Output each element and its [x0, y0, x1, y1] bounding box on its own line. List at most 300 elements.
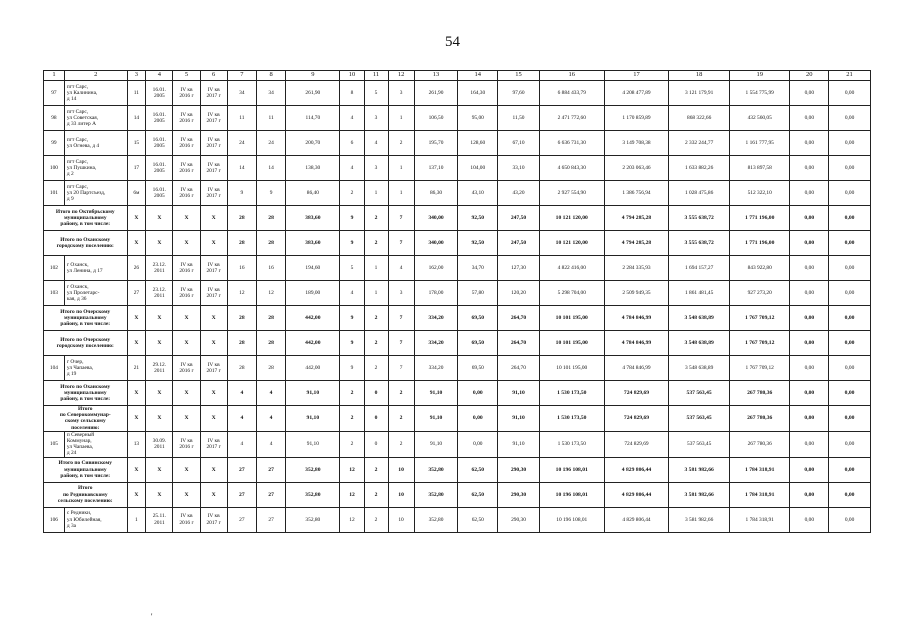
- table-cell: 62,50: [458, 507, 498, 532]
- table-cell: Итого по Очерскому муниципальному району, в том числе:: [44, 306, 128, 331]
- table-cell: 27: [256, 482, 285, 507]
- table-cell: 13: [127, 431, 146, 457]
- table-cell: 11: [256, 106, 285, 131]
- table-cell: 3 121 179,91: [669, 81, 730, 106]
- column-header: 10: [340, 71, 364, 81]
- table-cell: 33,10: [498, 156, 540, 181]
- table-cell: 4: [227, 406, 256, 432]
- table-cell: X: [146, 381, 173, 406]
- table-total-row: [44, 206, 871, 231]
- table-cell: X: [200, 457, 227, 482]
- table-cell: 0,00: [790, 381, 829, 406]
- table-cell: X: [200, 206, 227, 231]
- table-cell: 4 208 477,89: [604, 81, 669, 106]
- table-cell: X: [173, 306, 200, 331]
- table-cell: 62,50: [458, 482, 498, 507]
- table-cell: 0,00: [790, 206, 829, 231]
- table-cell: 432 560,05: [729, 106, 790, 131]
- table-cell: 0,00: [790, 106, 829, 131]
- table-cell: IV кв 2017 г: [200, 281, 227, 306]
- table-cell: 1 028 475,86: [669, 181, 730, 206]
- table-cell: Итого по Очерскому городскому поселению:: [44, 331, 128, 356]
- column-header: 3: [127, 71, 146, 81]
- table-cell: 0,00: [829, 206, 871, 231]
- table-cell: 27: [256, 457, 285, 482]
- table-cell: Итого по Редниковскому сельскому поселению:: [44, 482, 128, 507]
- table-cell: 724 829,69: [604, 431, 669, 457]
- table-total-row: [44, 457, 871, 482]
- table-cell: IV кв 2017 г: [200, 156, 227, 181]
- table-row: [44, 256, 871, 281]
- table-cell: 11: [127, 81, 146, 106]
- table-cell: 261,90: [414, 81, 458, 106]
- table-cell: 724 829,69: [604, 406, 669, 432]
- table-row: [44, 156, 871, 181]
- table-cell: 352,80: [286, 457, 340, 482]
- table-cell: 4: [227, 431, 256, 457]
- table-cell: 105: [44, 431, 65, 457]
- column-header: 6: [200, 71, 227, 81]
- table-cell: 0: [364, 406, 388, 432]
- table-cell: 4: [256, 406, 285, 432]
- table-cell: 138,30: [286, 156, 340, 181]
- table-cell: 29.12. 2011: [146, 356, 173, 381]
- table-total-row: [44, 331, 871, 356]
- table-cell: 0,00: [829, 406, 871, 432]
- table-cell: 16: [256, 256, 285, 281]
- table-cell: 4 822 416,00: [539, 256, 604, 281]
- table-cell: 724 829,69: [604, 381, 669, 406]
- table-cell: 383,60: [286, 206, 340, 231]
- table-cell: 114,70: [286, 106, 340, 131]
- table-cell: 7: [388, 306, 414, 331]
- table-cell: 91,10: [498, 381, 540, 406]
- table-cell: 267 780,36: [729, 406, 790, 432]
- table-cell: 69,50: [458, 356, 498, 381]
- column-header: 11: [364, 71, 388, 81]
- table-row: [44, 81, 871, 106]
- table-cell: 4: [256, 431, 285, 457]
- table-cell: 0,00: [790, 231, 829, 256]
- table-cell: 290,30: [498, 507, 540, 532]
- table-cell: 1 633 882,26: [669, 156, 730, 181]
- table-cell: 290,30: [498, 457, 540, 482]
- table-cell: 164,30: [458, 81, 498, 106]
- table-cell: 194,60: [286, 256, 340, 281]
- table-cell: 11,50: [498, 106, 540, 131]
- table-cell: 62,50: [458, 457, 498, 482]
- table-cell: X: [200, 306, 227, 331]
- table-cell: 10: [388, 482, 414, 507]
- table-cell: 28: [227, 356, 256, 381]
- table-cell: 0,00: [829, 231, 871, 256]
- table-cell: 264,70: [498, 306, 540, 331]
- column-header: 17: [604, 71, 669, 81]
- table-cell: г Очер, ул Чапаева, д 19: [64, 356, 127, 381]
- table-cell: 86,40: [286, 181, 340, 206]
- table-cell: 0,00: [829, 381, 871, 406]
- table-cell: 0,00: [829, 507, 871, 532]
- table-cell: 1 784 318,91: [729, 507, 790, 532]
- table-cell: IV кв 2017 г: [200, 256, 227, 281]
- table-row: [44, 131, 871, 156]
- table-cell: 0,00: [829, 106, 871, 131]
- table-cell: 2: [364, 356, 388, 381]
- table-cell: IV кв 2017 г: [200, 131, 227, 156]
- table-cell: 813 897,58: [729, 156, 790, 181]
- table-cell: 7: [388, 231, 414, 256]
- table-cell: 2 332 244,77: [669, 131, 730, 156]
- table-cell: 28: [256, 331, 285, 356]
- table-cell: X: [127, 331, 146, 356]
- table-cell: 9: [340, 206, 364, 231]
- column-header: 2: [64, 71, 127, 81]
- table-cell: 34,70: [458, 256, 498, 281]
- table-row: [44, 431, 871, 457]
- table-cell: X: [200, 482, 227, 507]
- table-cell: 14: [227, 156, 256, 181]
- table-cell: 9: [227, 181, 256, 206]
- table-cell: 2: [364, 507, 388, 532]
- table-cell: 27: [127, 281, 146, 306]
- table-row: [44, 356, 871, 381]
- table-cell: 24: [256, 131, 285, 156]
- table-cell: 1 170 859,89: [604, 106, 669, 131]
- table-cell: 34: [256, 81, 285, 106]
- table-cell: X: [200, 231, 227, 256]
- table-cell: 103: [44, 281, 65, 306]
- table-cell: 14: [256, 156, 285, 181]
- table-cell: 1 530 173,50: [539, 381, 604, 406]
- table-cell: Итого по Северокоммунар- скому сельскому поселению:: [44, 406, 128, 432]
- table-cell: 106: [44, 507, 65, 532]
- table-cell: 6м: [127, 181, 146, 206]
- table-cell: 4: [340, 156, 364, 181]
- column-header: 21: [829, 71, 871, 81]
- table-cell: 0,00: [458, 406, 498, 432]
- table-cell: 267 780,36: [729, 381, 790, 406]
- table-cell: 3: [388, 81, 414, 106]
- table-cell: 11: [227, 106, 256, 131]
- table-cell: 4: [340, 106, 364, 131]
- table-cell: 0,00: [790, 256, 829, 281]
- table-cell: 14: [127, 106, 146, 131]
- table-cell: X: [173, 206, 200, 231]
- table-cell: 2: [340, 406, 364, 432]
- table-cell: X: [146, 457, 173, 482]
- table-cell: 91,10: [414, 406, 458, 432]
- table-cell: 178,00: [414, 281, 458, 306]
- table-cell: пгт Сарс, ул Огнева, д 4: [64, 131, 127, 156]
- table-cell: пгт Сарс, ул Пушкина, д 2: [64, 156, 127, 181]
- table-cell: г Оханск, ул Ленина, д 17: [64, 256, 127, 281]
- table-cell: 5: [364, 81, 388, 106]
- table-cell: IV кв 2017 г: [200, 431, 227, 457]
- table-cell: 6 636 731,30: [539, 131, 604, 156]
- table-header-row: [44, 71, 871, 81]
- page-number: 54: [445, 34, 460, 50]
- table-cell: IV кв 2016 г: [173, 131, 200, 156]
- table-cell: п Северный Коммунар, ул Чапаева, д 24: [64, 431, 127, 457]
- table-cell: X: [127, 381, 146, 406]
- table-cell: 2: [388, 381, 414, 406]
- table-cell: 2: [340, 431, 364, 457]
- table-cell: X: [127, 206, 146, 231]
- table-cell: 4 829 806,44: [604, 482, 669, 507]
- table-cell: 0,00: [790, 181, 829, 206]
- table-cell: 3 581 982,66: [669, 457, 730, 482]
- table-cell: 43,20: [498, 181, 540, 206]
- table-cell: пгт Сарс, ул 20 Партсъезд, д 9: [64, 181, 127, 206]
- table-cell: 4 784 846,99: [604, 356, 669, 381]
- table-cell: Итого по Оханскому муниципальному району, в том числе:: [44, 381, 128, 406]
- table-cell: 1 554 775,99: [729, 81, 790, 106]
- table-cell: 1 386 756,94: [604, 181, 669, 206]
- table-total-row: [44, 381, 871, 406]
- table-cell: 69,50: [458, 331, 498, 356]
- table-cell: 10 101 195,00: [539, 331, 604, 356]
- table-cell: 352,80: [414, 457, 458, 482]
- table-cell: 25.11. 2011: [146, 507, 173, 532]
- table-cell: 1: [364, 256, 388, 281]
- table-cell: 1 530 173,50: [539, 431, 604, 457]
- table-cell: 98: [44, 106, 65, 131]
- table-cell: 104: [44, 356, 65, 381]
- table-cell: 67,10: [498, 131, 540, 156]
- table-cell: X: [146, 482, 173, 507]
- table-cell: 334,20: [414, 331, 458, 356]
- table-cell: X: [200, 331, 227, 356]
- table-cell: 127,30: [498, 256, 540, 281]
- table-cell: 16: [227, 256, 256, 281]
- table-cell: 0,00: [829, 181, 871, 206]
- table-cell: 2: [388, 406, 414, 432]
- table-cell: 28: [256, 231, 285, 256]
- table-cell: 12: [340, 507, 364, 532]
- table-cell: 2: [364, 482, 388, 507]
- table-cell: 1: [388, 181, 414, 206]
- table-cell: 16.01. 2005: [146, 81, 173, 106]
- table-cell: 9: [340, 306, 364, 331]
- table-cell: 106,50: [414, 106, 458, 131]
- table-cell: 27: [256, 507, 285, 532]
- table-cell: 28: [256, 306, 285, 331]
- table-cell: X: [173, 331, 200, 356]
- table-cell: 4 784 846,99: [604, 306, 669, 331]
- table-cell: 3 555 638,72: [669, 206, 730, 231]
- table-cell: 1: [364, 281, 388, 306]
- table-cell: X: [146, 206, 173, 231]
- table-cell: 0,00: [829, 431, 871, 457]
- table-cell: 3: [364, 106, 388, 131]
- table-cell: X: [146, 406, 173, 432]
- table-cell: г Оханск, ул Пролетарс- кая, д 36: [64, 281, 127, 306]
- table-cell: 27: [227, 507, 256, 532]
- table-cell: 100: [44, 156, 65, 181]
- table-cell: 261,90: [286, 81, 340, 106]
- table-cell: 27: [227, 482, 256, 507]
- column-header: 4: [146, 71, 173, 81]
- table-cell: 2 927 554,90: [539, 181, 604, 206]
- table-cell: 1 767 709,12: [729, 331, 790, 356]
- table-cell: 7: [388, 356, 414, 381]
- table-cell: 4 829 806,44: [604, 457, 669, 482]
- table-cell: 16.01. 2005: [146, 181, 173, 206]
- table-cell: 162,00: [414, 256, 458, 281]
- column-header: 20: [790, 71, 829, 81]
- table-cell: 264,70: [498, 356, 540, 381]
- table-row: [44, 106, 871, 131]
- table-cell: 7: [388, 331, 414, 356]
- table-cell: 2 284 335,93: [604, 256, 669, 281]
- table-cell: 2: [364, 206, 388, 231]
- table-cell: 0,00: [829, 331, 871, 356]
- table-total-row: [44, 306, 871, 331]
- table-cell: 352,80: [286, 507, 340, 532]
- table-cell: 16.01. 2005: [146, 106, 173, 131]
- table-row: [44, 281, 871, 306]
- table-cell: 1 771 196,00: [729, 206, 790, 231]
- table-cell: 95,00: [458, 106, 498, 131]
- table-cell: 1: [388, 106, 414, 131]
- table-cell: 0,00: [790, 507, 829, 532]
- table-cell: 12: [340, 482, 364, 507]
- table-cell: 267 780,36: [729, 431, 790, 457]
- table-cell: 91,10: [414, 431, 458, 457]
- column-header: 1: [44, 71, 65, 81]
- table-cell: 101: [44, 181, 65, 206]
- table-cell: 10 196 108,01: [539, 507, 604, 532]
- table-cell: 0,00: [790, 457, 829, 482]
- table-cell: 868 322,66: [669, 106, 730, 131]
- table-row: [44, 507, 871, 532]
- table-cell: 3: [364, 156, 388, 181]
- column-header: 12: [388, 71, 414, 81]
- table-cell: 0,00: [829, 356, 871, 381]
- table-cell: 91,10: [286, 381, 340, 406]
- table-cell: 10 101 195,00: [539, 356, 604, 381]
- table-cell: пгт Сарс, ул Калинина, д 14: [64, 81, 127, 106]
- table-cell: 2 471 772,60: [539, 106, 604, 131]
- table-cell: 512 322,10: [729, 181, 790, 206]
- table-cell: 0,00: [829, 306, 871, 331]
- table-cell: X: [200, 381, 227, 406]
- table-cell: 23.12. 2011: [146, 256, 173, 281]
- table-cell: 1 784 318,91: [729, 482, 790, 507]
- table-cell: 3 548 638,89: [669, 331, 730, 356]
- table-cell: 1 694 157,27: [669, 256, 730, 281]
- table-cell: 9: [340, 231, 364, 256]
- table-cell: Итого по Сивинскому муниципальному району, в том числе:: [44, 457, 128, 482]
- table-cell: 0,00: [829, 281, 871, 306]
- table-cell: 3 149 708,38: [604, 131, 669, 156]
- table-cell: 10 196 108,01: [539, 457, 604, 482]
- table-cell: 2 203 063,46: [604, 156, 669, 181]
- table-cell: 23.12. 2011: [146, 281, 173, 306]
- footer-mark: ': [151, 612, 153, 621]
- table-cell: 0,00: [829, 131, 871, 156]
- table-cell: 843 922,80: [729, 256, 790, 281]
- table-cell: 5: [340, 256, 364, 281]
- housing-table: [43, 70, 871, 533]
- table-cell: 0,00: [790, 356, 829, 381]
- column-header: 8: [256, 71, 285, 81]
- table-cell: IV кв 2016 г: [173, 356, 200, 381]
- table-cell: 247,50: [498, 231, 540, 256]
- table-cell: с Редники, ул Юбилейная, д 3а: [64, 507, 127, 532]
- table-cell: 0,00: [790, 281, 829, 306]
- column-header: 15: [498, 71, 540, 81]
- table-cell: IV кв 2016 г: [173, 156, 200, 181]
- table-cell: 10: [388, 457, 414, 482]
- table-cell: 9: [340, 331, 364, 356]
- table-cell: 0,00: [458, 381, 498, 406]
- table-cell: X: [173, 482, 200, 507]
- table-cell: 28: [227, 231, 256, 256]
- table-cell: 0,00: [790, 81, 829, 106]
- table-cell: Итого по Оханскому городскому поселению:: [44, 231, 128, 256]
- table-cell: 334,20: [414, 306, 458, 331]
- column-header: 7: [227, 71, 256, 81]
- table-cell: 537 563,45: [669, 406, 730, 432]
- table-cell: 10 121 120,00: [539, 206, 604, 231]
- table-total-row: [44, 406, 871, 432]
- column-header: 16: [539, 71, 604, 81]
- table-cell: 352,80: [286, 482, 340, 507]
- table-cell: 2: [388, 431, 414, 457]
- table-cell: 442,00: [286, 306, 340, 331]
- table-cell: 21: [127, 356, 146, 381]
- table-cell: X: [127, 231, 146, 256]
- table-cell: 7: [388, 206, 414, 231]
- table-cell: 1: [364, 181, 388, 206]
- table-cell: 102: [44, 256, 65, 281]
- table-cell: 43,10: [458, 181, 498, 206]
- table-cell: 69,50: [458, 306, 498, 331]
- table-cell: 2: [340, 181, 364, 206]
- table-cell: 9: [340, 356, 364, 381]
- table-cell: 2: [364, 306, 388, 331]
- table-cell: 2: [364, 457, 388, 482]
- table-cell: X: [127, 482, 146, 507]
- table-cell: 15: [127, 131, 146, 156]
- table-cell: 0,00: [829, 482, 871, 507]
- table-cell: 10 121 120,00: [539, 231, 604, 256]
- table-cell: 0,00: [790, 331, 829, 356]
- table-cell: 3 555 638,72: [669, 231, 730, 256]
- table-cell: 97: [44, 81, 65, 106]
- table-cell: 189,00: [286, 281, 340, 306]
- table-cell: 340,00: [414, 231, 458, 256]
- table-cell: IV кв 2017 г: [200, 507, 227, 532]
- table-cell: 9: [256, 181, 285, 206]
- table-cell: 10 196 108,01: [539, 482, 604, 507]
- table-cell: 0,00: [790, 306, 829, 331]
- table-cell: 30.09. 2011: [146, 431, 173, 457]
- table-cell: 2: [388, 131, 414, 156]
- table-cell: 290,30: [498, 482, 540, 507]
- table-cell: 10 101 195,00: [539, 306, 604, 331]
- table-cell: 0,00: [829, 457, 871, 482]
- table-cell: 4: [388, 256, 414, 281]
- table-cell: 120,20: [498, 281, 540, 306]
- table-cell: X: [146, 231, 173, 256]
- table-cell: 0,00: [790, 156, 829, 181]
- table-cell: пгт Сарс, ул Советская, д 33 литер А: [64, 106, 127, 131]
- column-header: 5: [173, 71, 200, 81]
- column-header: 13: [414, 71, 458, 81]
- table-cell: IV кв 2016 г: [173, 431, 200, 457]
